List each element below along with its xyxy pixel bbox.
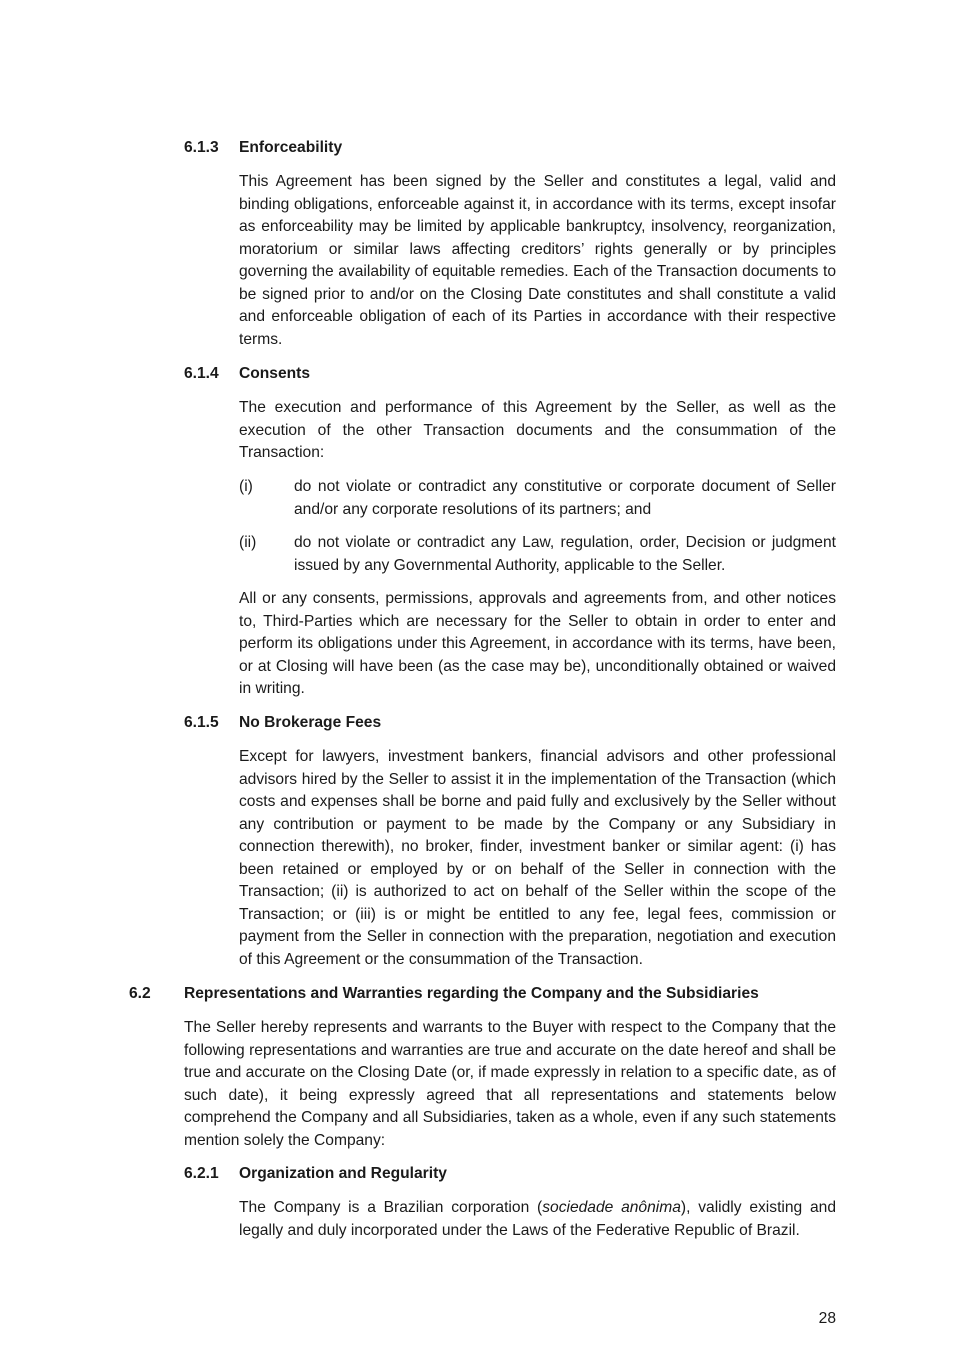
organization-text-end: ), validly existing and legally and duly incorporated under the Laws of the Federative Republic of Brazil. bbox=[239, 1199, 837, 1239]
heading-number: 6.2.1 bbox=[184, 1165, 219, 1182]
consents-intro-paragraph: The execution and performance of this Agreement by the Seller, as well as the execution of the other Transaction documents and the consummation of the Transaction: bbox=[239, 399, 836, 461]
heading-title: Representations and Warranties regarding the Company and the Subsidiaries bbox=[184, 985, 759, 1002]
organization-text-italic: sociedade anônima bbox=[542, 1199, 681, 1216]
heading-title: Organization and Regularity bbox=[239, 1165, 447, 1182]
page-number: 28 bbox=[818, 1310, 836, 1327]
heading-number: 6.1.4 bbox=[184, 365, 219, 382]
heading-title: No Brokerage Fees bbox=[239, 714, 382, 731]
list-item-text: do not violate or contradict any Law, regulation, order, Decision or judgment issued by any Governmental Authority, applicable to the Seller. bbox=[294, 534, 836, 574]
consents-closing-paragraph: All or any consents, permissions, approvals and agreements from, and other notices to, Third-Parties which are necessary for the Seller to obtain in order to enter and perform its obligations under this Agreement, in accordance with its terms, have been, or at Closing will have been (as the case may be), unconditionally obtained or waived in writing. bbox=[239, 590, 836, 697]
list-marker: (i) bbox=[239, 478, 253, 495]
heading-number: 6.1.5 bbox=[184, 714, 219, 731]
organization-paragraph bbox=[239, 1197, 836, 1242]
list-item-text: do not violate or contradict any constitutive or corporate document of Seller and/or any corporate resolutions of its partners; and bbox=[294, 478, 836, 518]
heading-title: Consents bbox=[239, 365, 311, 382]
heading-title: Enforceability bbox=[239, 139, 343, 156]
heading-number: 6.2 bbox=[129, 985, 151, 1002]
heading-number: 6.1.3 bbox=[184, 139, 219, 156]
enforceability-paragraph: This Agreement has been signed by the Seller and constitutes a legal, valid and binding obligations, enforceable against it, in accordance with its terms, except insofar as enforceability may be limited by applicable bankruptcy, insolvency, reorganization, moratorium or similar laws affecting creditors’ rights generally or by principles governing the availability of equitable remedies. Each of the Transaction documents to be signed prior to and/or on the Closing Date constitutes and shall constitute a valid and enforceable obligation of each of its Parties in accordance with their respective terms. bbox=[239, 173, 836, 348]
organization-text-start: The Company is a Brazilian corporation ( bbox=[239, 1199, 543, 1216]
representations-paragraph: The Seller hereby represents and warrants to the Buyer with respect to the Company that the following representations and warranties are true and accurate on the date hereof and shall be true and accurate on the Closing Date (or, if made expressly in relation to a specific date, as of such date), it being expressly agreed that all representations and statements below comprehend the Company and all Subsidiaries, taken as a whole, even if any such statements mention solely the Company: bbox=[184, 1019, 836, 1149]
brokerage-paragraph: Except for lawyers, investment bankers, financial advisors and other professional advisors hired by the Seller to assist it in the implementation of the Transaction (which costs and expenses shall be borne and paid fully and exclusively by the Seller without any contribution or payment to be made by the Company or any Subsidiary in connection therewith), no broker, finder, investment banker or similar agent: (i) has been retained or employed by or on behalf of the Seller in connection with the Transaction; (ii) is authorized to act on behalf of the Seller within the scope of the Transaction; or (iii) is or might be entitled to any fee, legal fees, commission or payment from the Seller in connection with the preparation, negotiation and execution of this Agreement or the consummation of the Transaction. bbox=[239, 748, 836, 968]
list-marker: (ii) bbox=[239, 534, 257, 551]
